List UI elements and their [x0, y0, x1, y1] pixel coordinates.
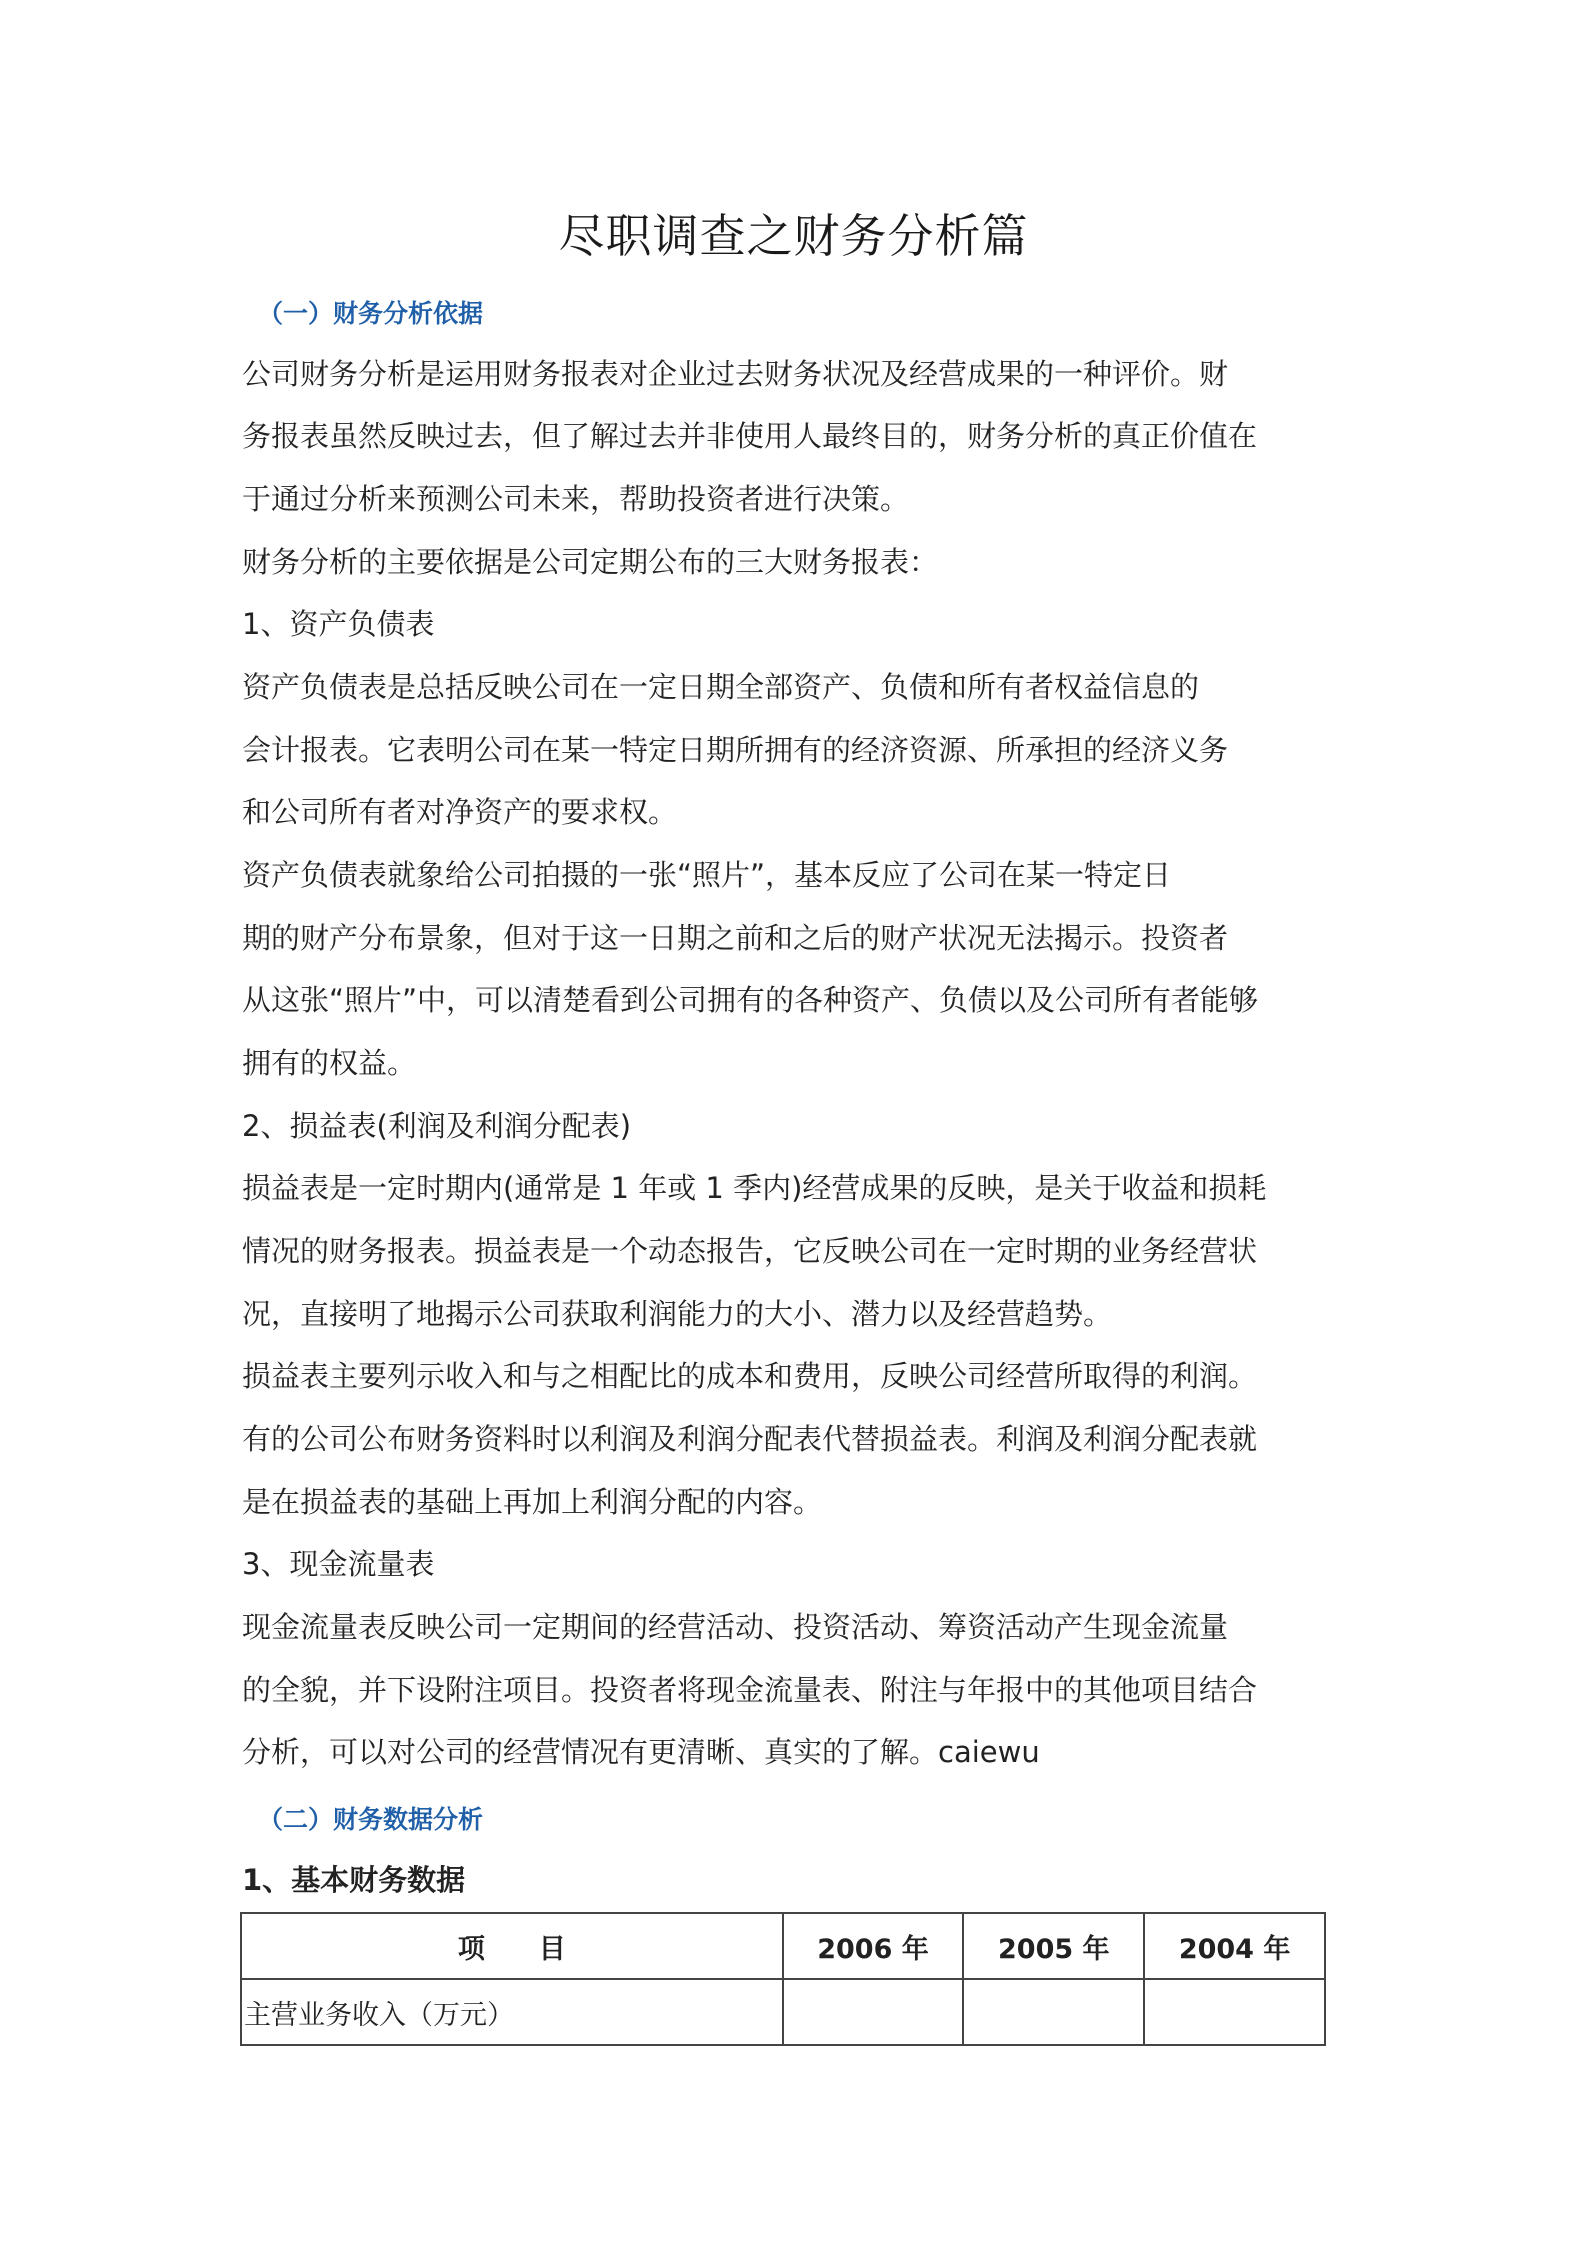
table-cell	[1144, 1979, 1325, 2045]
paragraph-line: 会计报表。它表明公司在某一特定日期所拥有的经济资源、所承担的经济义务	[242, 733, 1229, 767]
paragraph-line: 现金流量表反映公司一定期间的经营活动、投资活动、筹资活动产生现金流量	[242, 1610, 1229, 1644]
table-cell: 主营业务收入（万元）	[241, 1979, 783, 2045]
table-header-cell: 2004 年	[1144, 1913, 1325, 1979]
subsection-heading-basic-data: 1、基本财务数据	[242, 1863, 466, 1897]
paragraph-line: 情况的财务报表。损益表是一个动态报告，它反映公司在一定时期的业务经营状	[242, 1234, 1258, 1268]
table-header-cell: 项 目	[241, 1913, 783, 1979]
paragraph-line: 损益表主要列示收入和与之相配比的成本和费用，反映公司经营所取得的利润。	[242, 1359, 1258, 1393]
table-cell	[963, 1979, 1144, 2045]
paragraph-line: 况，直接明了地揭示公司获取利润能力的大小、潜力以及经营趋势。	[242, 1297, 1113, 1331]
table-cell	[783, 1979, 964, 2045]
paragraph-line: 有的公司公布财务资料时以利润及利润分配表代替损益表。利润及利润分配表就	[242, 1422, 1258, 1456]
paragraph-line: 和公司所有者对净资产的要求权。	[242, 795, 678, 829]
paragraph-line: 务报表虽然反映过去，但了解过去并非使用人最终目的，财务分析的真正价值在	[242, 419, 1258, 453]
table-header-row	[241, 1913, 1325, 1979]
subsection-heading-cash-flow: 3、现金流量表	[242, 1547, 435, 1581]
paragraph-line: 拥有的权益。	[242, 1046, 417, 1080]
paragraph-line: 于通过分析来预测公司未来，帮助投资者进行决策。	[242, 482, 910, 516]
subsection-heading-balance-sheet: 1、资产负债表	[242, 607, 435, 641]
table-header-cell: 2005 年	[963, 1913, 1144, 1979]
paragraph-line: 分析，可以对公司的经营情况有更清晰、真实的了解。caiewu	[242, 1735, 1040, 1769]
document-title: 尽职调查之财务分析篇	[558, 209, 1029, 263]
paragraph-line: 期的财产分布景象，但对于这一日期之前和之后的财产状况无法揭示。投资者	[242, 921, 1229, 955]
section-heading-basis: （一）财务分析依据	[258, 299, 484, 328]
paragraph-line: 公司财务分析是运用财务报表对企业过去财务状况及经营成果的一种评价。财	[242, 357, 1229, 391]
subsection-heading-income-statement: 2、损益表(利润及利润分配表)	[242, 1109, 632, 1143]
paragraph-line: 的全貌，并下设附注项目。投资者将现金流量表、附注与年报中的其他项目结合	[242, 1673, 1258, 1707]
financial-data-table	[240, 1912, 1326, 2046]
paragraph-line: 财务分析的主要依据是公司定期公布的三大财务报表：	[242, 545, 939, 579]
table-header-cell: 2006 年	[783, 1913, 964, 1979]
paragraph-line: 从这张“照片”中，可以清楚看到公司拥有的各种资产、负债以及公司所有者能够	[242, 983, 1259, 1017]
table-row	[241, 1979, 1325, 2045]
paragraph-line: 是在损益表的基础上再加上利润分配的内容。	[242, 1485, 823, 1519]
paragraph-line: 资产负债表是总括反映公司在一定日期全部资产、负债和所有者权益信息的	[242, 670, 1200, 704]
paragraph-line: 损益表是一定时期内(通常是 1 年或 1 季内)经营成果的反映，是关于收益和损耗	[242, 1171, 1267, 1205]
section-heading-data-analysis: （二）财务数据分析	[258, 1805, 484, 1834]
paragraph-line: 资产负债表就象给公司拍摄的一张“照片”，基本反应了公司在某一特定日	[242, 858, 1172, 892]
